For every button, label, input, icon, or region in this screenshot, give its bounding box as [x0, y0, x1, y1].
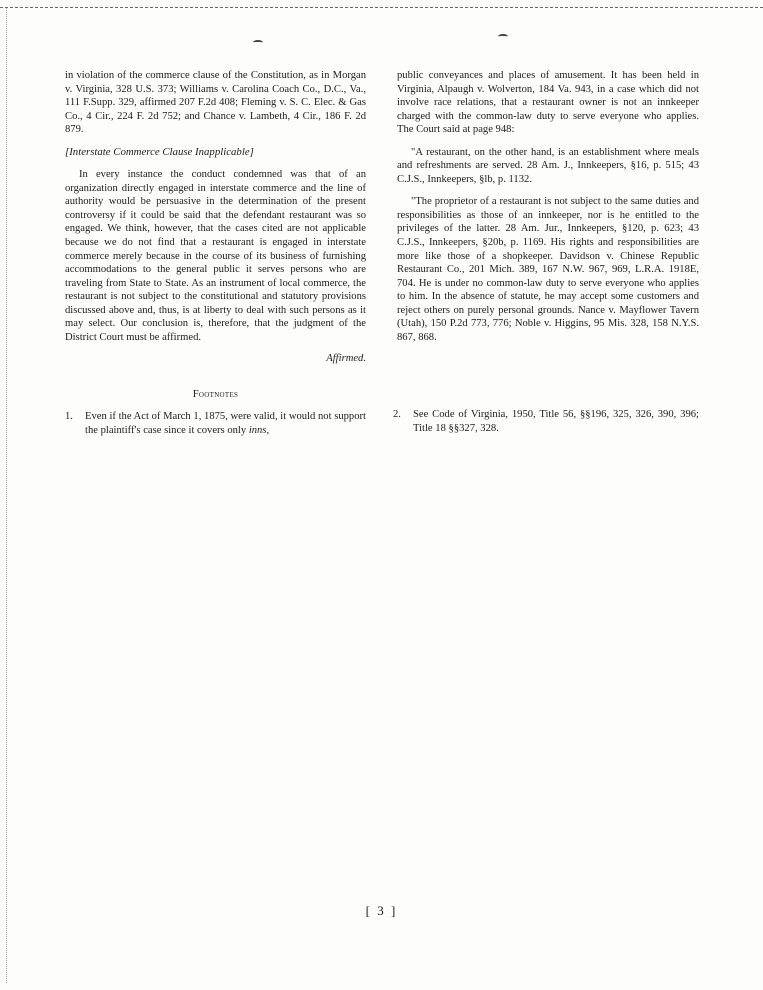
affirmed-label: Affirmed.	[326, 353, 366, 365]
section-heading: [Interstate Commerce Clause Inapplicable]	[65, 145, 254, 158]
footnote-2-number: 2.	[393, 409, 401, 420]
scan-border-left	[6, 8, 8, 983]
footnote-1-number: 1.	[65, 411, 73, 423]
footnote-1	[65, 410, 366, 437]
footnote-2	[393, 408, 699, 435]
quote-paragraph-1: "A restaurant, on the other hand, is an establishment where meals and refreshments are served. 28 Am. J., Innkeepers, §16, p. 515; 43 C.J.S., Innkeepers, §lb, p. 1132.	[397, 146, 699, 185]
footnote-2-text: See Code of Virginia, 1950, Title 56, §§196, 325, 326, 390, 396; Title 18 §§327, 328.	[413, 409, 699, 434]
footnote-1-text-b: inns,	[248, 425, 270, 437]
binding-mark-right	[498, 34, 508, 39]
scan-border-top	[0, 0, 763, 8]
left-continuation-text: in violation of the commerce clause of the Constitution, as in Morgan v. Virginia, 328 U.S. 373; Williams v. Carolina Coach Co., D.C., Va., 111 F.Supp. 329, affirmed 207 F.2d 408; Fleming v. S. C. Elec. & Gas Co., 4 Cir., 224 F. 2d 752; and Chance v. Lambeth, 4 Cir., 186 F. 2d 879.	[65, 70, 366, 136]
right-column	[397, 69, 699, 344]
footnote-1-text-a: Even if the Act of March 1, 1875, were valid, it would not support the plaintiff's case since it covers only	[85, 411, 366, 437]
quote-paragraph-2: "The proprietor of a restaurant is not subject to the same duties and responsibilities as those of an innkeeper, nor is he entitled to the privileges of the latter. 28 Am. Jur., Innkeepers, §120, p. 623; 43 C.J.S., Innkeepers, §20b, p. 1169. His rights and responsibilities are more like those of a shopkeeper. Davidson v. Chinese Republic Restaurant Co., 201 Mich. 389, 167 N.W. 967, 969, L.R.A. 1918E, 704. He is under no common-law duty to serve everyone who applies to him. In the absence of statute, he may accept some customers and reject others on purely personal grounds. Nance v. Mayflower Tavern (Utah), 150 P.2d 773, 776; Noble v. Higgins, 95 Mis. 328, 158 N.Y.S. 867, 868.	[397, 196, 699, 343]
left-column	[65, 69, 366, 438]
footnotes-title: Footnotes	[192, 388, 239, 400]
right-continuation-text: public conveyances and places of amusement. It has been held in Virginia, Alpaugh v. Wolverton, 184 Va. 943, in a case which did not involve race relations, that a restaurant owner is not an innkeeper charged with the common-law duty to serve everyone who applies. The Court said at page 948:	[397, 70, 699, 136]
opinion-paragraph: In every instance the conduct condemned was that of an organization directly engaged in interstate commerce and the line of authority would be persuasive in the determination of the present controversy if it could be said that the defendant restaurant was so engaged. We think, however, that the cases cited are not applicable because we do not find that a restaurant is engaged in interstate commerce merely because in the course of its business of furnishing accommodations to the general public it serves persons who are traveling from State to State. As an instrument of local commerce, the restaurant is not subject to the constitutional and statutory provisions discussed above and, thus, is at liberty to deal with such persons as it may select. Our conclusion is, therefore, that the judgment of the District Court must be affirmed.	[65, 169, 366, 343]
footnote-1-text	[85, 410, 366, 437]
binding-mark-left	[253, 40, 263, 45]
page-number: [ 3 ]	[365, 903, 398, 918]
